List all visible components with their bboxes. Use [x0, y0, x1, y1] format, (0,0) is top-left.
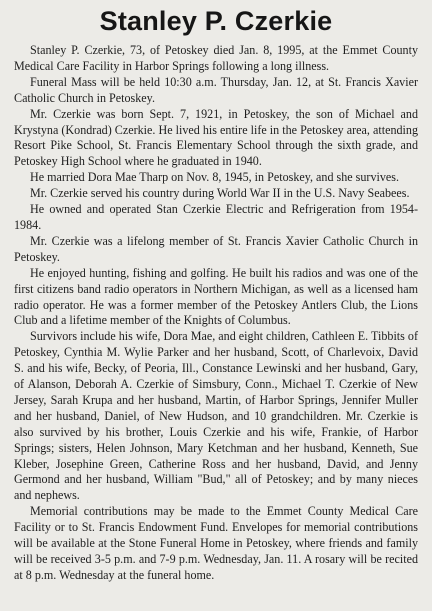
paragraph-survivors: Survivors include his wife, Dora Mae, and eight children, Cathleen E. Tibbits of Petoskey, Cynthia M. Wylie Parker and her husband, Scott, of Charlevoix, David S. and his wife, Becky, of Peoria, Ill., Constance Lewinski and her husband, Gary, of Alanson, Deborah A. Czerkie of Simsbury, Conn., Michael T. Czerkie of New Jersey, Sarah Krupa and her husband, Martin, of Harbor Springs, Jennifer Muller and her husband, Daniel, of New Hudson, and 10 grandchildren. Mr. Czerkie is also survived by his brother, Louis Czerkie and his wife, Frankie, of Harbor Springs; sisters, Helen Johnson, Mary Ketchman and her husband, Kenneth, Sue Kleber, Josephine Green, Catherine Ross and her husband, David, and Jenny Germond and her husband, William "Bud," all of Petoskey; and by many nieces and nephews. — [14, 329, 418, 503]
paragraph-marriage: He married Dora Mae Tharp on Nov. 8, 1945, in Petoskey, and she survives. — [30, 170, 400, 185]
paragraph-death-notice: Stanley P. Czerkie, 73, of Petoskey died Jan. 8, 1995, at the Emmet County Medical Care Facility in Harbor Springs following a long illness. — [14, 43, 418, 73]
obituary-headline: Stanley P. Czerkie — [99, 6, 333, 36]
paragraph-funeral-mass: Funeral Mass will be held 10:30 a.m. Thursday, Jan. 12, at St. Francis Xavier Catholic Church in Petoskey. — [14, 74, 418, 105]
paragraph-military-service: Mr. Czerkie served his country during World War II in the U.S. Navy Seabees. — [30, 186, 410, 201]
paragraph-memorials: Memorial contributions may be made to the Emmet County Medical Care Facility or to St. Francis Endowment Fund. Envelopes for memorial contributions will be available at the Stone Funeral Home in Petoskey, where friends and family will be received 3-5 p.m. and 7-9 p.m. Wednesday, Jan. 11. A rosary will be recited at 8 p.m. Wednesday at the funeral home. — [14, 504, 418, 582]
paragraph-hobbies: He enjoyed hunting, fishing and golfing. He built his radios and was one of the first citizens band radio operators in Northern Michigan, as well as a licensed ham radio operator. He was a former member of the Petoskey Antlers Club, the Lions Club and a lifetime member of the Knights of Columbus. — [14, 265, 418, 328]
paragraph-early-life: Mr. Czerkie was born Sept. 7, 1921, in Petoskey, the son of Michael and Krystyna (Kondrad) Czerkie. He lived his entire life in the Petoskey area, attending Resort Pike School, St. Francis Elementary School through the sixth grade, and Petoskey High School where he graduated in 1940. — [14, 106, 418, 169]
obituary-body — [14, 43, 418, 584]
paragraph-business: He owned and operated Stan Czerkie Electric and Refrigeration from 1954-1984. — [14, 202, 418, 232]
paragraph-church-membership: Mr. Czerkie was a lifelong member of St. Francis Xavier Catholic Church in Petoskey. — [14, 233, 418, 264]
